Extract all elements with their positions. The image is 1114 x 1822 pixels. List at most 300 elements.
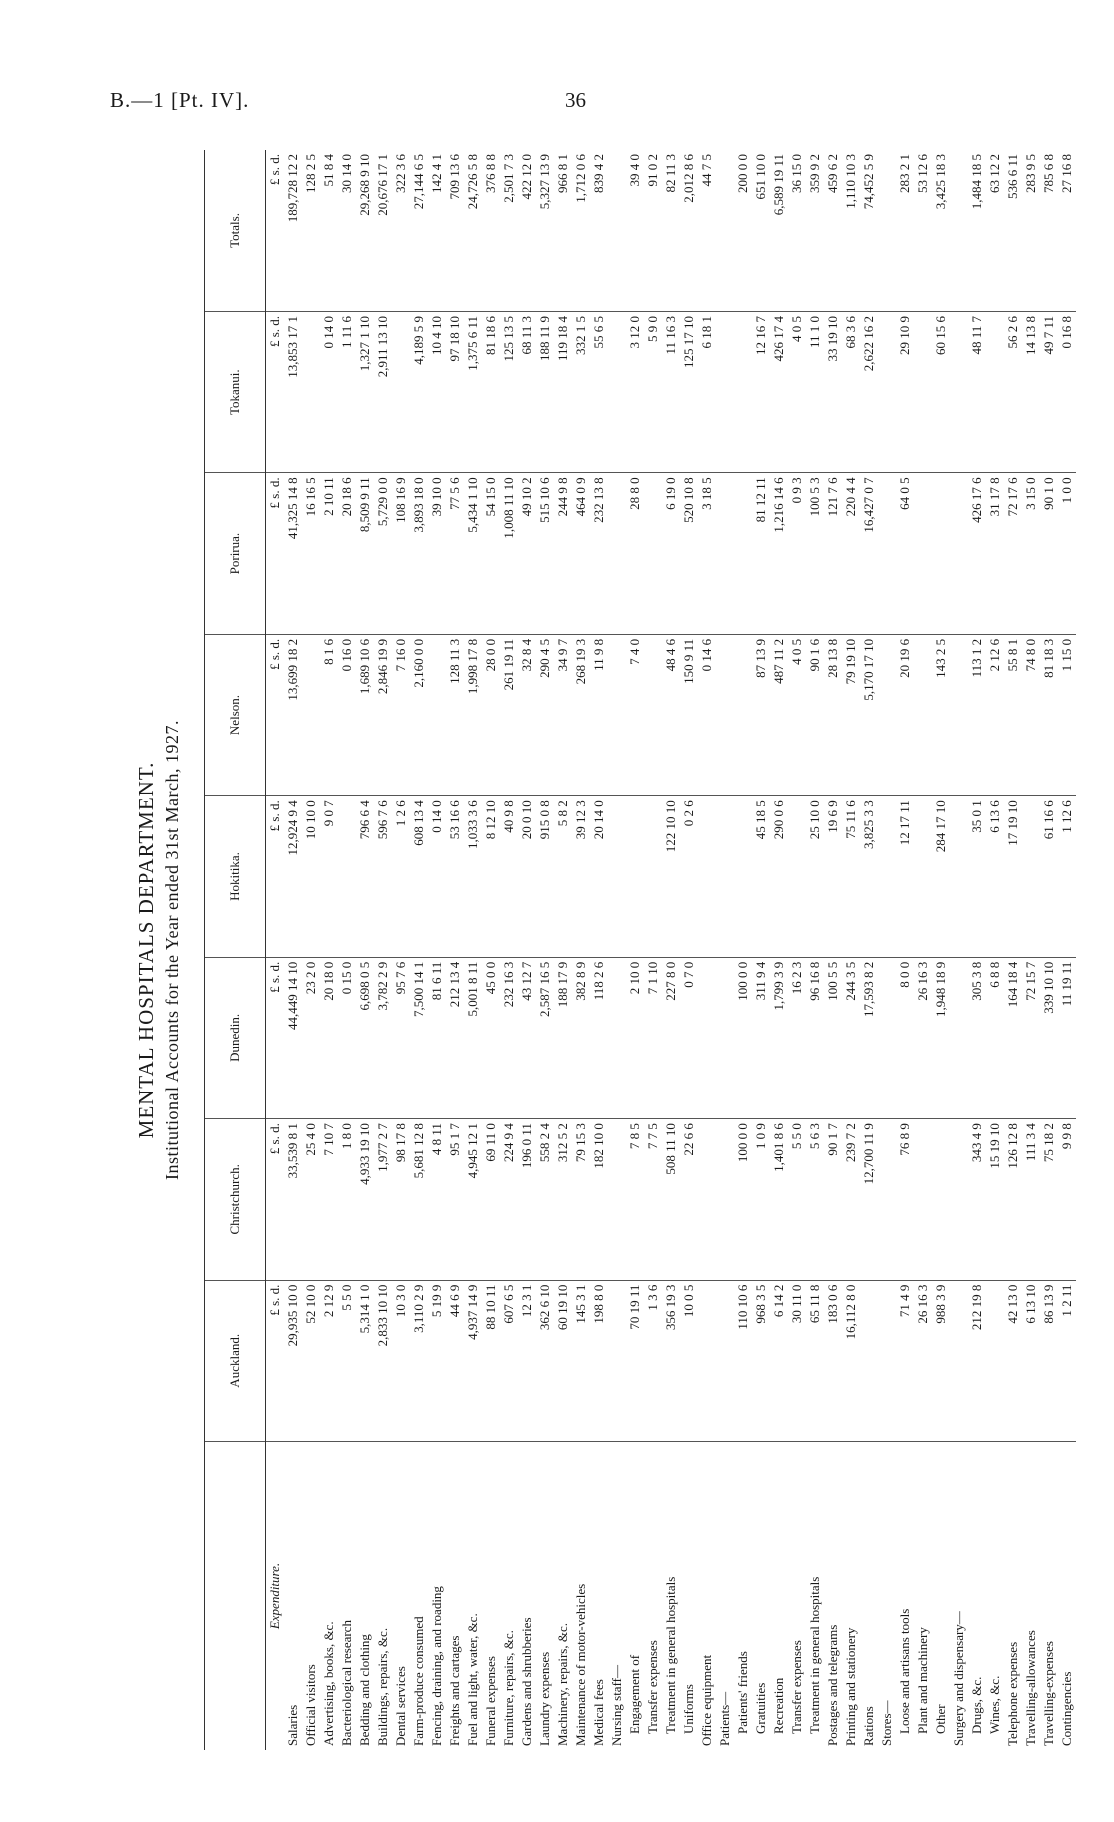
table-cell: 4 0 5: [788, 311, 806, 472]
table-cell: 19 6 9: [824, 796, 842, 957]
table-cell: 1,689 10 6: [356, 634, 374, 795]
table-cell: 70 19 11: [626, 1280, 644, 1441]
table-cell: 5 9 0: [644, 311, 662, 472]
table-cell: 988 3 9: [932, 1280, 950, 1441]
row-label: Transfer expenses: [789, 1640, 804, 1734]
table-row: [428, 150, 446, 1750]
table-cell: 91 0 2: [644, 150, 662, 311]
table-cell: 53 12 6: [914, 150, 932, 311]
table-cell: 17 19 10: [1004, 796, 1022, 957]
table-cell: 224 9 4: [500, 1119, 518, 1280]
table-cell: 150 9 11: [680, 634, 698, 795]
table-cell: 5 19 9: [428, 1280, 446, 1441]
table-cell: 1 2 6: [392, 796, 410, 957]
table-cell: 20 19 6: [896, 634, 914, 795]
table-cell: 86 13 9: [1040, 1280, 1058, 1441]
table-cell: 51 8 4: [320, 150, 338, 311]
table-cell: 1,948 18 9: [932, 957, 950, 1118]
table-cell: [914, 634, 932, 795]
table-row: [932, 150, 950, 1750]
table-cell: 12 16 7: [752, 311, 770, 472]
table-cell: 1,327 1 10: [356, 311, 374, 472]
table-cell: 7 8 5: [626, 1119, 644, 1280]
table-cell: 3,893 18 0: [410, 473, 428, 634]
table-cell: 359 9 2: [806, 150, 824, 311]
table-cell: 43 12 7: [518, 957, 536, 1118]
table-cell: 75 11 6: [842, 796, 860, 957]
row-label: Patients—: [717, 1691, 732, 1746]
table-cell: 90 1 0: [1040, 473, 1058, 634]
table-cell: 1,033 3 6: [464, 796, 482, 957]
table-cell: 5,434 1 10: [464, 473, 482, 634]
table-cell: 3 15 0: [1022, 473, 1040, 634]
table-row: [1058, 150, 1076, 1750]
table-cell: 44 7 5: [698, 150, 716, 311]
table-cell: [878, 311, 896, 472]
table-cell: 6 13 6: [986, 796, 1004, 957]
table-cell: [608, 473, 626, 634]
table-row: [734, 150, 752, 1750]
table-cell: 126 12 8: [1004, 1119, 1022, 1280]
table-cell: 2,846 19 9: [374, 634, 392, 795]
row-label: Transfer expenses: [645, 1640, 660, 1734]
table-cell: 1 2 11: [1058, 1280, 1076, 1441]
table-cell: 12 17 11: [896, 796, 914, 957]
table-cell: 118 2 6: [590, 957, 608, 1118]
row-label: Travelling-allowances: [1023, 1630, 1038, 1746]
table-cell: 143 2 5: [932, 634, 950, 795]
table-cell: [716, 634, 734, 795]
table-cell: 426 17 4: [770, 311, 788, 472]
table-cell: 7 10 7: [320, 1119, 338, 1280]
table-row: [1004, 150, 1022, 1750]
table-row: [806, 150, 824, 1750]
table-cell: 10 10 0: [302, 796, 320, 957]
table-cell: 8 0 0: [896, 957, 914, 1118]
table-cell: 11 1 0: [806, 311, 824, 472]
row-label: Other: [933, 1704, 948, 1734]
table-cell: 68 11 3: [518, 311, 536, 472]
table-cell: 7,500 14 1: [410, 957, 428, 1118]
table-cell: 98 17 8: [392, 1119, 410, 1280]
table-row: [860, 150, 878, 1750]
table-cell: [878, 1280, 896, 1441]
table-cell: [716, 150, 734, 311]
table-row: [482, 150, 500, 1750]
table-cell: [950, 957, 968, 1118]
header-hokitika: Hokitika.: [205, 796, 266, 957]
table-cell: 7 16 0: [392, 634, 410, 795]
row-label: Uniforms: [681, 1684, 696, 1734]
table-cell: 4,945 12 1: [464, 1119, 482, 1280]
units-label: £ s. d.: [266, 311, 285, 472]
table-cell: 11 19 11: [1058, 957, 1076, 1118]
table-cell: 128 2 5: [302, 150, 320, 311]
table-row: [824, 150, 842, 1750]
table-cell: 464 0 9: [572, 473, 590, 634]
table-cell: 33,539 8 1: [284, 1119, 302, 1280]
table-cell: 96 16 8: [806, 957, 824, 1118]
table-cell: 508 11 10: [662, 1119, 680, 1280]
row-label: Gratuities: [753, 1682, 768, 1734]
row-label: Dental services: [393, 1666, 408, 1746]
table-cell: [698, 957, 716, 1118]
table-cell: 2,587 16 5: [536, 957, 554, 1118]
table-cell: 7 1 10: [644, 957, 662, 1118]
table-cell: 121 7 6: [824, 473, 842, 634]
table-cell: 164 18 4: [1004, 957, 1022, 1118]
table-cell: 198 8 0: [590, 1280, 608, 1441]
table-cell: 1,998 17 8: [464, 634, 482, 795]
table-cell: [986, 1280, 1004, 1441]
table-cell: 45 18 5: [752, 796, 770, 957]
table-cell: 220 4 4: [842, 473, 860, 634]
table-cell: 382 8 9: [572, 957, 590, 1118]
row-label: Medical fees: [591, 1679, 606, 1746]
table-cell: 28 13 8: [824, 634, 842, 795]
table-cell: 2 12 9: [320, 1280, 338, 1441]
table-cell: [950, 311, 968, 472]
table-cell: [734, 473, 752, 634]
table-cell: 5 5 0: [338, 1280, 356, 1441]
row-label: Rations: [861, 1706, 876, 1746]
table-cell: 6 13 10: [1022, 1280, 1040, 1441]
table-cell: 64 0 5: [896, 473, 914, 634]
table-cell: 81 18 3: [1040, 634, 1058, 795]
table-cell: 30 14 0: [338, 150, 356, 311]
document-subtitle: Institutional Accounts for the Year ended 31st March, 1927.: [162, 720, 182, 1180]
table-cell: [716, 1119, 734, 1280]
table-cell: 55 6 5: [590, 311, 608, 472]
table-cell: 6 18 1: [698, 311, 716, 472]
table-cell: 376 8 8: [482, 150, 500, 311]
table-cell: 125 13 5: [500, 311, 518, 472]
table-cell: 1 8 0: [338, 1119, 356, 1280]
table-cell: [644, 473, 662, 634]
table-cell: 72 15 7: [1022, 957, 1040, 1118]
table-cell: 0 16 0: [338, 634, 356, 795]
table-cell: [950, 150, 968, 311]
table-cell: 1,375 6 11: [464, 311, 482, 472]
table-cell: 20 0 10: [518, 796, 536, 957]
table-cell: 0 2 6: [680, 796, 698, 957]
table-cell: 6 14 2: [770, 1280, 788, 1441]
table-cell: 39 10 0: [428, 473, 446, 634]
table-cell: 87 13 9: [752, 634, 770, 795]
table-cell: 459 6 2: [824, 150, 842, 311]
table-cell: 12 3 1: [518, 1280, 536, 1441]
row-label: Recreation: [771, 1677, 786, 1734]
table-cell: [626, 796, 644, 957]
table-cell: 49 10 2: [518, 473, 536, 634]
table-cell: 31 17 8: [986, 473, 1004, 634]
table-cell: 9 0 7: [320, 796, 338, 957]
row-label: Drugs, &c.: [969, 1676, 984, 1734]
row-label: Loose and artisans tools: [897, 1608, 912, 1734]
table-row: [446, 150, 464, 1750]
table-cell: 111 3 4: [1022, 1119, 1040, 1280]
table-cell: [878, 957, 896, 1118]
header-row: [205, 150, 266, 1750]
table-cell: 145 3 1: [572, 1280, 590, 1441]
table-cell: [950, 1280, 968, 1441]
table-cell: 14 13 8: [1022, 311, 1040, 472]
table-cell: 1,401 8 6: [770, 1119, 788, 1280]
table-cell: [914, 796, 932, 957]
table-cell: 196 0 11: [518, 1119, 536, 1280]
table-cell: 26 16 3: [914, 1280, 932, 1441]
table-cell: 108 16 9: [392, 473, 410, 634]
table-cell: 1,110 10 3: [842, 150, 860, 311]
table-cell: 422 12 0: [518, 150, 536, 311]
table-cell: 74,452 5 9: [860, 150, 878, 311]
table-cell: 52 10 0: [302, 1280, 320, 1441]
table-cell: 232 13 8: [590, 473, 608, 634]
units-label: £ s. d.: [266, 796, 285, 957]
row-label: Wines, &c.: [987, 1675, 1002, 1734]
table-row: [662, 150, 680, 1750]
table-cell: 29,268 9 10: [356, 150, 374, 311]
table-cell: 5 8 2: [554, 796, 572, 957]
table-cell: 39 4 0: [626, 150, 644, 311]
table-cell: 2,622 16 2: [860, 311, 878, 472]
table-cell: 839 4 2: [590, 150, 608, 311]
table-cell: 1 12 6: [1058, 796, 1076, 957]
table-cell: 25 4 0: [302, 1119, 320, 1280]
table-row: [950, 150, 968, 1750]
table-cell: 2,501 7 3: [500, 150, 518, 311]
table-cell: [878, 150, 896, 311]
table-cell: 68 3 6: [842, 311, 860, 472]
table-row: [338, 150, 356, 1750]
row-label: Plant and machinery: [915, 1627, 930, 1734]
table-cell: 1,484 18 5: [968, 150, 986, 311]
table-cell: 261 19 11: [500, 634, 518, 795]
table-cell: 12,924 9 4: [284, 796, 302, 957]
table-cell: 82 11 3: [662, 150, 680, 311]
table-cell: [788, 796, 806, 957]
table-cell: 651 10 0: [752, 150, 770, 311]
row-label: Surgery and dispensary—: [951, 1611, 966, 1746]
table-cell: [608, 150, 626, 311]
table-cell: 212 13 4: [446, 957, 464, 1118]
table-cell: 35 0 1: [968, 796, 986, 957]
table-cell: [734, 796, 752, 957]
row-label: Machinery, repairs, &c.: [555, 1623, 570, 1746]
table-cell: 3,110 2 9: [410, 1280, 428, 1441]
table-cell: 97 18 10: [446, 311, 464, 472]
table-cell: [716, 311, 734, 472]
table-cell: 5,314 1 0: [356, 1280, 374, 1441]
table-cell: 113 1 2: [968, 634, 986, 795]
table-cell: 77 5 6: [446, 473, 464, 634]
row-label: Printing and stationery: [843, 1627, 858, 1746]
table-cell: 16 16 5: [302, 473, 320, 634]
row-label: Buildings, repairs, &c.: [375, 1627, 390, 1746]
table-body: [266, 150, 1077, 1750]
row-label: Freights and cartages: [447, 1635, 462, 1746]
table-cell: 34 9 7: [554, 634, 572, 795]
row-label: Farm-produce consumed: [411, 1616, 426, 1746]
table-cell: 2,012 8 6: [680, 150, 698, 311]
row-label: Engagement of: [627, 1654, 642, 1734]
table-cell: 0 16 8: [1058, 311, 1076, 472]
table-cell: 596 7 6: [374, 796, 392, 957]
table-cell: 41,325 14 8: [284, 473, 302, 634]
table-row: [680, 150, 698, 1750]
table-cell: [698, 1119, 716, 1280]
table-cell: 966 8 1: [554, 150, 572, 311]
table-cell: 95 1 7: [446, 1119, 464, 1280]
row-label: Stores—: [879, 1700, 894, 1746]
table-cell: 5,327 13 9: [536, 150, 554, 311]
row-label: Furniture, repairs, &c.: [501, 1630, 516, 1746]
table-cell: 11 9 8: [590, 634, 608, 795]
table-row: [716, 150, 734, 1750]
table-cell: 558 2 4: [536, 1119, 554, 1280]
table-cell: [734, 634, 752, 795]
table-cell: 9 9 8: [1058, 1119, 1076, 1280]
table-row: [464, 150, 482, 1750]
table-cell: 56 2 6: [1004, 311, 1022, 472]
table-cell: 4 8 11: [428, 1119, 446, 1280]
table-cell: 44,449 14 10: [284, 957, 302, 1118]
table-cell: 536 6 11: [1004, 150, 1022, 311]
table-row: [752, 150, 770, 1750]
table-cell: [950, 796, 968, 957]
table-cell: [716, 796, 734, 957]
table-cell: 4,933 19 10: [356, 1119, 374, 1280]
table-cell: [716, 957, 734, 1118]
table-cell: [932, 1119, 950, 1280]
row-label: Postages and telegrams: [825, 1624, 840, 1746]
table-cell: 284 17 10: [932, 796, 950, 957]
row-label: Advertising, books, &c.: [321, 1621, 336, 1746]
table-cell: 0 14 0: [320, 311, 338, 472]
table-row: [410, 150, 428, 1750]
table-cell: 24,726 5 8: [464, 150, 482, 311]
table-cell: 268 19 3: [572, 634, 590, 795]
table-row: [590, 150, 608, 1750]
table-cell: 0 9 3: [788, 473, 806, 634]
table-cell: 20 18 0: [320, 957, 338, 1118]
table-cell: 79 19 10: [842, 634, 860, 795]
table-cell: [716, 473, 734, 634]
table-row: [320, 150, 338, 1750]
table-cell: 3 12 0: [626, 311, 644, 472]
table-cell: 5,681 12 8: [410, 1119, 428, 1280]
table-cell: 29,935 10 0: [284, 1280, 302, 1441]
table-cell: 39 12 3: [572, 796, 590, 957]
table-cell: 110 10 6: [734, 1280, 752, 1441]
row-label: Telephone expenses: [1005, 1641, 1020, 1746]
table-cell: 12,700 11 9: [860, 1119, 878, 1280]
table-cell: 305 3 8: [968, 957, 986, 1118]
table-cell: 79 15 3: [572, 1119, 590, 1280]
table-row: [896, 150, 914, 1750]
table-cell: 2,911 13 10: [374, 311, 392, 472]
row-label: Gardens and shrubberies: [519, 1617, 534, 1746]
table-row: [842, 150, 860, 1750]
table-cell: 45 0 0: [482, 957, 500, 1118]
table-cell: 6 19 0: [662, 473, 680, 634]
table-cell: 244 3 5: [842, 957, 860, 1118]
table-cell: 2 10 0: [626, 957, 644, 1118]
table-cell: 290 0 6: [770, 796, 788, 957]
table-cell: 2,833 10 10: [374, 1280, 392, 1441]
table-row: [554, 150, 572, 1750]
table-row: [302, 150, 320, 1750]
table-cell: 125 17 10: [680, 311, 698, 472]
table-cell: 796 6 4: [356, 796, 374, 957]
header-item-column: [205, 1442, 266, 1751]
table-cell: [644, 634, 662, 795]
table-cell: 16,112 8 0: [842, 1280, 860, 1441]
table-cell: 81 18 6: [482, 311, 500, 472]
table-cell: 1,216 14 6: [770, 473, 788, 634]
table-cell: 6,589 19 11: [770, 150, 788, 311]
accounts-table: [204, 150, 1076, 1750]
table-cell: 10 4 10: [428, 311, 446, 472]
table-cell: [644, 796, 662, 957]
table-cell: 88 10 11: [482, 1280, 500, 1441]
header-christchurch: Christchurch.: [205, 1119, 266, 1280]
table-cell: 188 11 9: [536, 311, 554, 472]
row-label: Patients' friends: [735, 1651, 750, 1734]
table-cell: 100 5 5: [824, 957, 842, 1118]
table-cell: 65 11 8: [806, 1280, 824, 1441]
table-cell: 4,189 5 9: [410, 311, 428, 472]
table-row: [572, 150, 590, 1750]
table-cell: 5,729 0 0: [374, 473, 392, 634]
table-cell: 6 8 8: [986, 957, 1004, 1118]
table-cell: 20,676 17 1: [374, 150, 392, 311]
table-cell: 227 8 0: [662, 957, 680, 1118]
table-cell: [698, 796, 716, 957]
units-label: £ s. d.: [266, 1280, 285, 1441]
table-cell: 3,825 3 3: [860, 796, 878, 957]
table-cell: 5,170 17 10: [860, 634, 878, 795]
table-cell: 33 19 10: [824, 311, 842, 472]
table-row: [392, 150, 410, 1750]
table-cell: 283 9 5: [1022, 150, 1040, 311]
table-cell: 343 4 9: [968, 1119, 986, 1280]
table-cell: [698, 1280, 716, 1441]
table-cell: 426 17 6: [968, 473, 986, 634]
table-cell: 2 10 11: [320, 473, 338, 634]
row-label: Treatment in general hospitals: [663, 1576, 678, 1734]
table-cell: [932, 473, 950, 634]
row-label: Salaries: [285, 1704, 300, 1746]
table-cell: 42 13 0: [1004, 1280, 1022, 1441]
table-cell: 10 0 5: [680, 1280, 698, 1441]
page-number: 36: [565, 88, 586, 112]
table-cell: 28 0 0: [482, 634, 500, 795]
table-cell: 3,782 2 9: [374, 957, 392, 1118]
table-cell: 16,427 0 7: [860, 473, 878, 634]
table-cell: 182 10 0: [590, 1119, 608, 1280]
table-cell: 607 6 5: [500, 1280, 518, 1441]
table-cell: 785 6 8: [1040, 150, 1058, 311]
table-row: [284, 150, 302, 1750]
table-cell: 1,712 0 6: [572, 150, 590, 311]
table-cell: 968 3 5: [752, 1280, 770, 1441]
header-dunedin: Dunedin.: [205, 957, 266, 1118]
table-cell: 63 12 2: [986, 150, 1004, 311]
table-cell: 4,937 14 9: [464, 1280, 482, 1441]
units-label: £ s. d.: [266, 957, 285, 1118]
table-cell: 90 1 6: [806, 634, 824, 795]
